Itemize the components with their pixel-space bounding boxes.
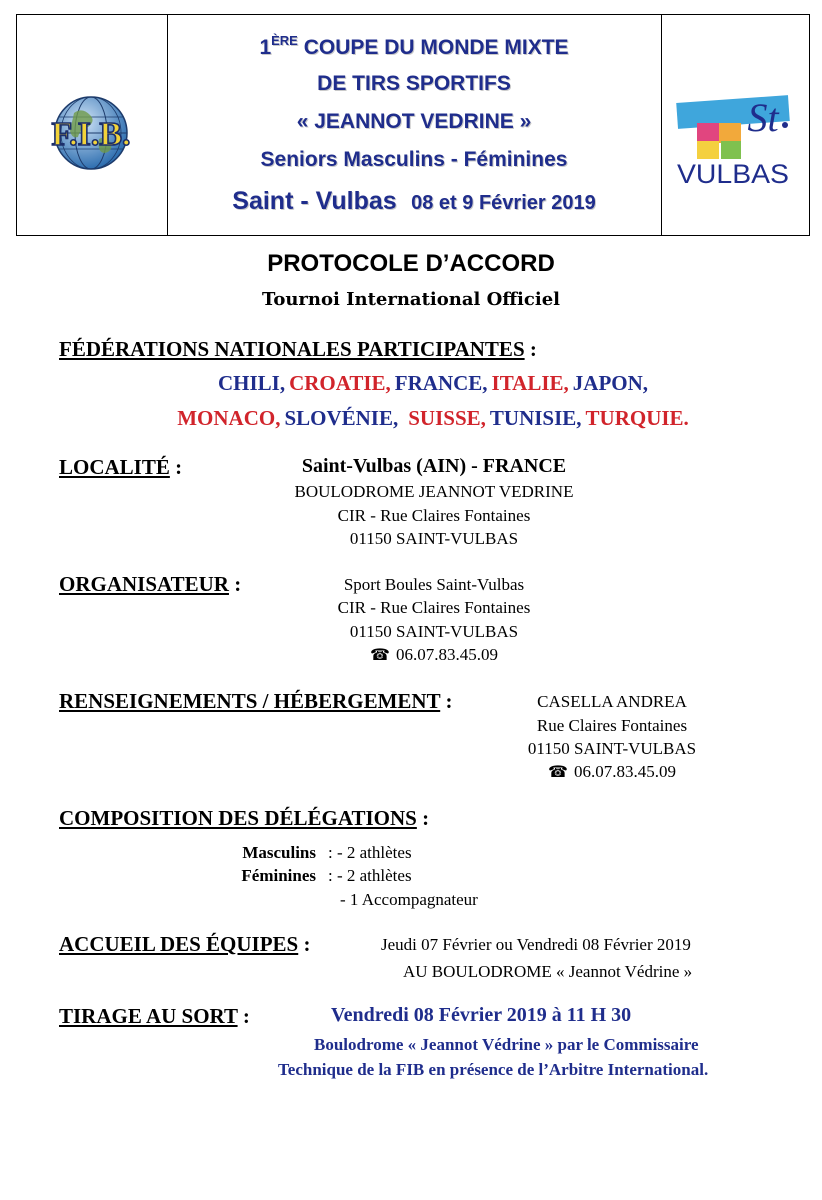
tirage-label: TIRAGE AU SORT [59, 1004, 238, 1028]
fib-logo [19, 87, 164, 179]
country-japon: JAPON, [572, 371, 649, 395]
localite-main: Saint-Vulbas (AIN) - FRANCE [301, 455, 567, 477]
telephone-icon: ☎ [548, 764, 568, 781]
composition-label: COMPOSITION DES DÉLÉGATIONS [59, 806, 417, 830]
composition-row-label-feminines: Féminines [241, 866, 316, 885]
renseignements-label: RENSEIGNEMENTS / HÉBERGEMENT [59, 689, 441, 713]
document-subtitle: Tournoi International Officiel [261, 289, 560, 310]
telephone-icon: ☎ [370, 647, 390, 664]
renseignements-line-1: CASELLA ANDREA [537, 692, 687, 711]
renseignements-heading: RENSEIGNEMENTS / HÉBERGEMENT : [59, 689, 453, 713]
header-title-line2: DE TIRS SPORTIFS [317, 72, 511, 95]
fib-logo-text: F.I.B. [51, 116, 131, 153]
localite-line-2: CIR - Rue Claires Fontaines [337, 506, 531, 525]
header-place: Saint - Vulbas [232, 187, 397, 215]
header-box [16, 14, 810, 236]
organisateur-label: ORGANISATEUR [59, 572, 229, 596]
renseignements-phone-row [462, 762, 762, 782]
federations-heading: FÉDÉRATIONS NATIONALES PARTICIPANTES : [59, 337, 537, 361]
country-slovenie: SLOVÉNIE, [284, 406, 399, 430]
tirage-heading: TIRAGE AU SORT : [59, 1004, 250, 1028]
accueil-line-1: Jeudi 07 Février ou Vendredi 08 Février 2019 [381, 935, 691, 954]
tirage-line-2: Boulodrome « Jeannot Védrine » par le Commissaire [314, 1035, 699, 1054]
organisateur-heading: ORGANISATEUR : [59, 572, 242, 596]
accueil-line-2: AU BOULODROME « Jeannot Védrine » [403, 962, 693, 981]
composition-row-value-feminines: : - 2 athlètes [328, 866, 412, 885]
federations-line-1 [0, 371, 822, 396]
localite-heading: LOCALITÉ : [59, 455, 183, 479]
country-monaco: MONACO, [177, 406, 281, 430]
header-place-dates [167, 187, 661, 216]
saint-vulbas-logo [667, 85, 799, 195]
country-tunisie: TUNISIE, [489, 406, 582, 430]
country-france: FRANCE, [394, 371, 488, 395]
federations-label: FÉDÉRATIONS NATIONALES PARTICIPANTES [59, 337, 525, 361]
composition-row-value-masculins: : - 2 athlètes [328, 843, 412, 862]
document-title: PROTOCOLE D’ACCORD [267, 250, 555, 277]
vulbas-logo-name: VULBAS [677, 159, 789, 189]
organisateur-phone: 06.07.83.45.09 [395, 645, 498, 664]
organisateur-line-3: 01150 SAINT-VULBAS [349, 622, 519, 641]
tirage-line-1: Vendredi 08 Février 2019 à 11 H 30 [331, 1004, 632, 1026]
organisateur-line-2: CIR - Rue Claires Fontaines [337, 598, 531, 617]
header-title-line3: « JEANNOT VEDRINE » [296, 110, 532, 133]
renseignements-line-2: Rue Claires Fontaines [536, 716, 688, 735]
tirage-line-3: Technique de la FIB en présence de l’Arbitre International. [278, 1060, 709, 1079]
country-chili: CHILI, [217, 371, 286, 395]
header-dates: 08 et 9 Février 2019 [411, 192, 596, 214]
organisateur-line-1: Sport Boules Saint-Vulbas [343, 575, 525, 594]
composition-row-label-masculins: Masculins [242, 843, 316, 862]
accueil-label: ACCUEIL DES ÉQUIPES [59, 932, 299, 956]
header-divider-right [661, 15, 662, 235]
composition-heading: COMPOSITION DES DÉLÉGATIONS : [59, 806, 430, 830]
localite-line-3: 01150 SAINT-VULBAS [349, 529, 519, 548]
country-italie: ITALIE, [491, 371, 569, 395]
organisateur-phone-row [284, 645, 584, 665]
country-suisse: SUISSE, [408, 406, 486, 430]
renseignements-phone: 06.07.83.45.09 [573, 762, 676, 781]
federations-line-2 [0, 406, 822, 431]
vulbas-logo-st: St [747, 95, 779, 140]
header-title-line4: Seniors Masculins - Féminines [260, 148, 568, 171]
country-croatie: CROATIE, [289, 371, 391, 395]
localite-line-1: BOULODROME JEANNOT VEDRINE [294, 482, 574, 501]
country-turquie: TURQUIE. [585, 406, 689, 430]
accueil-heading: ACCUEIL DES ÉQUIPES : [59, 932, 311, 956]
composition-row-value-accompagnateur: - 1 Accompagnateur [340, 890, 478, 909]
renseignements-line-3: 01150 SAINT-VULBAS [527, 739, 697, 758]
header-title-line1: 1ÈRE COUPE DU MONDE MIXTE [259, 33, 569, 59]
localite-label: LOCALITÉ [59, 455, 170, 479]
